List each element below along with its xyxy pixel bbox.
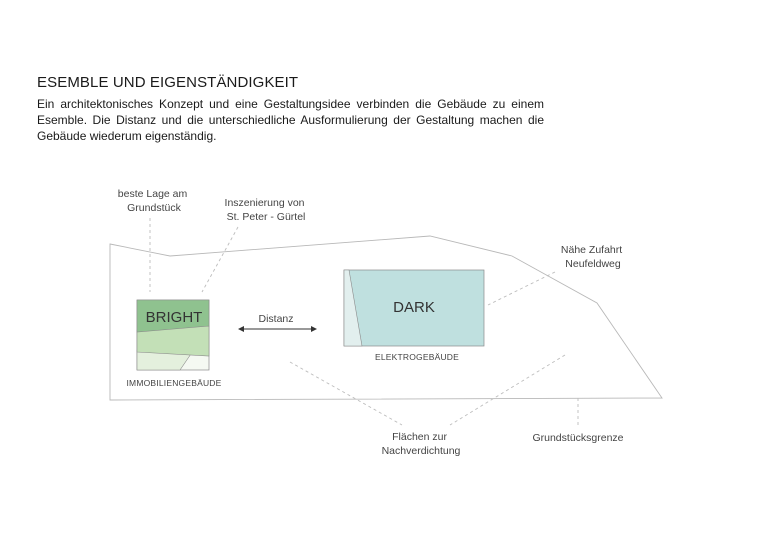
annotation-best-location: beste Lage am Grundstück <box>117 188 188 214</box>
distance-label: Distanz <box>258 313 294 325</box>
dark-label: DARK <box>393 299 435 316</box>
intro-paragraph: Ein architektonisches Konzept und eine Gestaltungsidee verbinden die Gebäude zu einem Esemble. Die Distanz und die unterschiedliche Ausformulierung der Gestaltung machen die Gebäude wiederum eigenständig. <box>37 97 544 143</box>
leader-densification-right <box>450 355 565 425</box>
annotation-densification: Flächen zur Nachverdichtung <box>381 431 461 457</box>
annotation-boundary: Grundstücksgrenze <box>532 432 624 444</box>
annotation-staging: Inszenierung von St. Peter - Gürtel <box>224 197 306 223</box>
dark-building <box>344 270 484 346</box>
annotation-access: Nähe Zufahrt Neufeldweg <box>560 244 623 270</box>
leader-densification-left <box>290 362 402 425</box>
bright-label: BRIGHT <box>145 309 203 326</box>
page-heading: ESEMBLE UND EIGENSTÄNDIGKEIT <box>37 74 299 91</box>
leader-staging <box>202 227 238 292</box>
dark-caption: ELEKTROGEBÄUDE <box>374 352 460 362</box>
bright-caption: IMMOBILIENGEBÄUDE <box>126 378 222 388</box>
bright-building <box>137 300 209 370</box>
leader-access <box>488 272 555 305</box>
